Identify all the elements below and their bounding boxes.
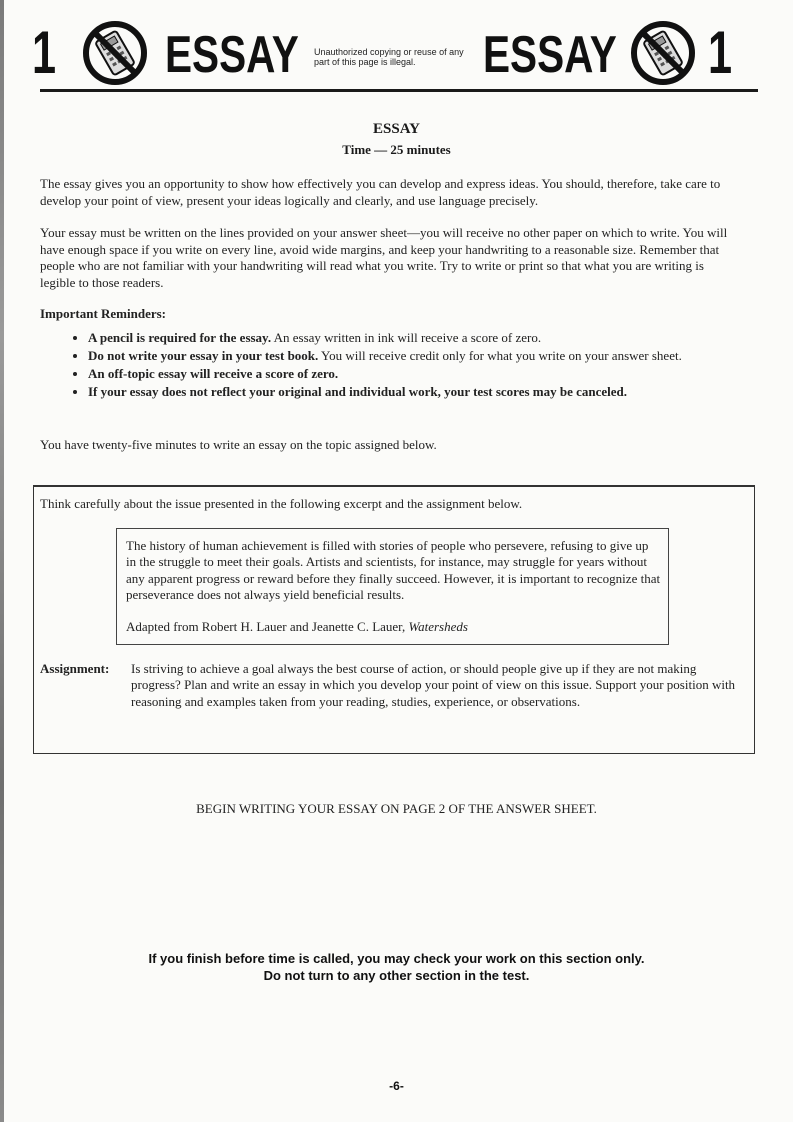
time-limit: Time — 25 minutes (342, 142, 451, 157)
no-calculator-icon (630, 20, 696, 86)
intro-paragraph-1: The essay gives you an opportunity to show how effectively you can develop and express ideas. You should, therefore, take care to develop your point of view, present your ideas logically and clearly, and use language precisely. (40, 176, 721, 208)
credit-title: Watersheds (408, 619, 468, 634)
copy-notice: Unauthorized copying or reuse of any part of this page is illegal. (314, 47, 464, 67)
intro-paragraph-2: Your essay must be written on the lines provided on your answer sheet—you will receive no other paper on which to write. You will have enough space if you write on every line, avoid wide margins, and keep your handwriting to a reasonable size. Remember that people who are not familiar with your handwriting will read what you write. Try to write or print so that what you are writing is legible to those readers. (40, 225, 728, 290)
list-item: • If your essay does not reflect your original and individual work, your test scores may be canceled. (88, 383, 748, 401)
excerpt-credit: Adapted from Robert H. Lauer and Jeanette C. Lauer, Watersheds (126, 619, 468, 634)
header-title-left: ESSAY (165, 26, 299, 84)
section-number-left: 1 (32, 19, 57, 86)
list-item: • A pencil is required for the essay. An essay written in ink will receive a score of zero. (88, 329, 748, 347)
header-rule (40, 89, 758, 92)
no-calculator-icon (82, 20, 148, 86)
finish-note (0, 950, 793, 984)
finish-note-line-2: Do not turn to any other section in the test. (263, 968, 530, 983)
time-note: You have twenty-five minutes to write an essay on the topic assigned below. (40, 437, 437, 452)
page-number: -6- (389, 1079, 404, 1093)
begin-note: BEGIN WRITING YOUR ESSAY ON PAGE 2 OF THE ANSWER SHEET. (196, 801, 597, 816)
assignment-text: Is striving to achieve a goal always the best course of action, or should people give up if they are not making progress? Plan and write an essay in which you develop your point of view on this issue. Support your position with reasoning and examples taken from your reading, studies, experience, or observations. (131, 661, 736, 709)
header-title-right: ESSAY (483, 26, 617, 84)
assignment-label: Assignment: (40, 661, 110, 676)
list-item: • Do not write your essay in your test book. You will receive credit only for what you write on your answer sheet. (88, 347, 748, 365)
finish-note-line-1: If you finish before time is called, you may check your work on this section only. (148, 951, 645, 966)
reminders-list (60, 329, 748, 401)
page-title: ESSAY (373, 121, 420, 137)
list-item: • An off-topic essay will receive a score of zero. (88, 365, 748, 383)
reminders-heading: Important Reminders: (40, 306, 167, 321)
excerpt-text: The history of human achievement is filled with stories of people who persevere, refusing to give up in the struggle to meet their goals. Artists and scientists, for instance, may struggle for years without any apparent progress or reward before they finally succeed. However, it is important to recognize that perseverance does not always yield beneficial results. (126, 538, 661, 603)
prompt-instruction: Think carefully about the issue presented in the following excerpt and the assignment below. (40, 496, 523, 511)
section-number-right: 1 (708, 19, 733, 86)
